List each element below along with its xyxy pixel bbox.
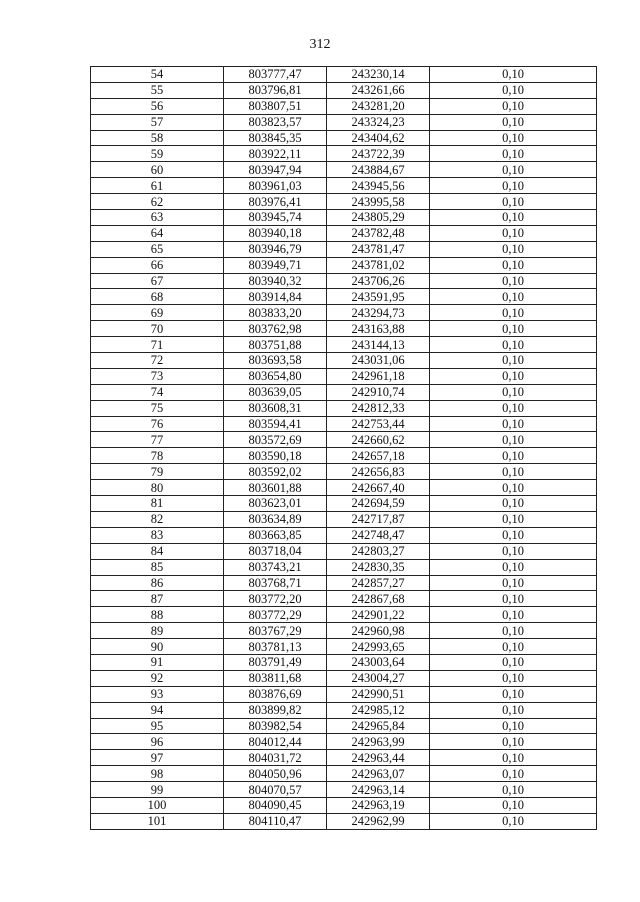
accuracy-cell: 0,10 — [430, 416, 597, 432]
table-row — [91, 591, 597, 607]
accuracy-cell: 0,10 — [430, 98, 597, 114]
table-row — [91, 337, 597, 353]
accuracy-cell: 0,10 — [430, 639, 597, 655]
point-number-cell: 87 — [91, 591, 224, 607]
x-coordinate-cell: 803781,13 — [224, 639, 327, 655]
accuracy-cell: 0,10 — [430, 718, 597, 734]
accuracy-cell: 0,10 — [430, 305, 597, 321]
accuracy-cell: 0,10 — [430, 543, 597, 559]
point-number-cell: 93 — [91, 686, 224, 702]
table-row — [91, 718, 597, 734]
x-coordinate-cell: 803845,35 — [224, 130, 327, 146]
y-coordinate-cell: 242694,59 — [327, 496, 430, 512]
point-number-cell: 71 — [91, 337, 224, 353]
y-coordinate-cell: 243324,23 — [327, 114, 430, 130]
point-number-cell: 68 — [91, 289, 224, 305]
point-number-cell: 64 — [91, 225, 224, 241]
point-number-cell: 61 — [91, 178, 224, 194]
y-coordinate-cell: 242657,18 — [327, 448, 430, 464]
accuracy-cell: 0,10 — [430, 511, 597, 527]
y-coordinate-cell: 242656,83 — [327, 464, 430, 480]
table-row — [91, 225, 597, 241]
accuracy-cell: 0,10 — [430, 813, 597, 829]
table-row — [91, 162, 597, 178]
accuracy-cell: 0,10 — [430, 480, 597, 496]
y-coordinate-cell: 243230,14 — [327, 67, 430, 83]
table-row — [91, 289, 597, 305]
table-row — [91, 305, 597, 321]
point-number-cell: 98 — [91, 766, 224, 782]
accuracy-cell: 0,10 — [430, 321, 597, 337]
accuracy-cell: 0,10 — [430, 496, 597, 512]
table-row — [91, 210, 597, 226]
table-row — [91, 273, 597, 289]
y-coordinate-cell: 242857,27 — [327, 575, 430, 591]
point-number-cell: 76 — [91, 416, 224, 432]
table-row — [91, 670, 597, 686]
table-row — [91, 559, 597, 575]
table-row — [91, 416, 597, 432]
point-number-cell: 57 — [91, 114, 224, 130]
y-coordinate-cell: 243144,13 — [327, 337, 430, 353]
accuracy-cell: 0,10 — [430, 130, 597, 146]
point-number-cell: 70 — [91, 321, 224, 337]
x-coordinate-cell: 803762,98 — [224, 321, 327, 337]
point-number-cell: 89 — [91, 623, 224, 639]
y-coordinate-cell: 242962,99 — [327, 813, 430, 829]
point-number-cell: 77 — [91, 432, 224, 448]
accuracy-cell: 0,10 — [430, 607, 597, 623]
y-coordinate-cell: 243995,58 — [327, 194, 430, 210]
point-number-cell: 72 — [91, 353, 224, 369]
point-number-cell: 91 — [91, 654, 224, 670]
y-coordinate-cell: 242963,44 — [327, 750, 430, 766]
accuracy-cell: 0,10 — [430, 559, 597, 575]
y-coordinate-cell: 243781,47 — [327, 241, 430, 257]
table-row — [91, 782, 597, 798]
y-coordinate-cell: 243031,06 — [327, 353, 430, 369]
y-coordinate-cell: 243591,95 — [327, 289, 430, 305]
accuracy-cell: 0,10 — [430, 750, 597, 766]
x-coordinate-cell: 803823,57 — [224, 114, 327, 130]
y-coordinate-cell: 242717,87 — [327, 511, 430, 527]
x-coordinate-cell: 804031,72 — [224, 750, 327, 766]
accuracy-cell: 0,10 — [430, 82, 597, 98]
point-number-cell: 88 — [91, 607, 224, 623]
accuracy-cell: 0,10 — [430, 782, 597, 798]
x-coordinate-cell: 803772,20 — [224, 591, 327, 607]
table-row — [91, 448, 597, 464]
point-number-cell: 67 — [91, 273, 224, 289]
table-row — [91, 67, 597, 83]
point-number-cell: 95 — [91, 718, 224, 734]
table-row — [91, 82, 597, 98]
point-number-cell: 74 — [91, 384, 224, 400]
x-coordinate-cell: 803945,74 — [224, 210, 327, 226]
x-coordinate-cell: 803976,41 — [224, 194, 327, 210]
y-coordinate-cell: 243261,66 — [327, 82, 430, 98]
point-number-cell: 86 — [91, 575, 224, 591]
point-number-cell: 90 — [91, 639, 224, 655]
y-coordinate-cell: 243004,27 — [327, 670, 430, 686]
point-number-cell: 78 — [91, 448, 224, 464]
point-number-cell: 54 — [91, 67, 224, 83]
y-coordinate-cell: 242803,27 — [327, 543, 430, 559]
point-number-cell: 100 — [91, 797, 224, 813]
y-coordinate-cell: 242753,44 — [327, 416, 430, 432]
table-row — [91, 130, 597, 146]
point-number-cell: 83 — [91, 527, 224, 543]
accuracy-cell: 0,10 — [430, 353, 597, 369]
table-row — [91, 511, 597, 527]
y-coordinate-cell: 243003,64 — [327, 654, 430, 670]
accuracy-cell: 0,10 — [430, 162, 597, 178]
table-row — [91, 639, 597, 655]
table-row — [91, 543, 597, 559]
point-number-cell: 58 — [91, 130, 224, 146]
accuracy-cell: 0,10 — [430, 67, 597, 83]
point-number-cell: 101 — [91, 813, 224, 829]
x-coordinate-cell: 803961,03 — [224, 178, 327, 194]
point-number-cell: 79 — [91, 464, 224, 480]
accuracy-cell: 0,10 — [430, 114, 597, 130]
accuracy-cell: 0,10 — [430, 178, 597, 194]
x-coordinate-cell: 803767,29 — [224, 623, 327, 639]
x-coordinate-cell: 803876,69 — [224, 686, 327, 702]
x-coordinate-cell: 803922,11 — [224, 146, 327, 162]
point-number-cell: 97 — [91, 750, 224, 766]
x-coordinate-cell: 803751,88 — [224, 337, 327, 353]
x-coordinate-cell: 803940,18 — [224, 225, 327, 241]
x-coordinate-cell: 804070,57 — [224, 782, 327, 798]
table-row — [91, 480, 597, 496]
y-coordinate-cell: 242965,84 — [327, 718, 430, 734]
table-row — [91, 527, 597, 543]
x-coordinate-cell: 803899,82 — [224, 702, 327, 718]
accuracy-cell: 0,10 — [430, 591, 597, 607]
point-number-cell: 62 — [91, 194, 224, 210]
x-coordinate-cell: 803718,04 — [224, 543, 327, 559]
point-number-cell: 96 — [91, 734, 224, 750]
table-row — [91, 575, 597, 591]
y-coordinate-cell: 242830,35 — [327, 559, 430, 575]
accuracy-cell: 0,10 — [430, 146, 597, 162]
table-row — [91, 178, 597, 194]
y-coordinate-cell: 242901,22 — [327, 607, 430, 623]
x-coordinate-cell: 803663,85 — [224, 527, 327, 543]
accuracy-cell: 0,10 — [430, 194, 597, 210]
y-coordinate-cell: 242963,14 — [327, 782, 430, 798]
x-coordinate-cell: 803654,80 — [224, 368, 327, 384]
table-row — [91, 813, 597, 829]
x-coordinate-cell: 803623,01 — [224, 496, 327, 512]
page-number: 312 — [309, 37, 331, 52]
y-coordinate-cell: 242961,18 — [327, 368, 430, 384]
accuracy-cell: 0,10 — [430, 400, 597, 416]
y-coordinate-cell: 243404,62 — [327, 130, 430, 146]
y-coordinate-cell: 242660,62 — [327, 432, 430, 448]
x-coordinate-cell: 803601,88 — [224, 480, 327, 496]
table-row — [91, 734, 597, 750]
point-number-cell: 55 — [91, 82, 224, 98]
x-coordinate-cell: 803693,58 — [224, 353, 327, 369]
y-coordinate-cell: 243884,67 — [327, 162, 430, 178]
coordinates-table — [90, 66, 597, 830]
y-coordinate-cell: 242963,19 — [327, 797, 430, 813]
x-coordinate-cell: 804110,47 — [224, 813, 327, 829]
table-row — [91, 464, 597, 480]
y-coordinate-cell: 243281,20 — [327, 98, 430, 114]
table-row — [91, 368, 597, 384]
x-coordinate-cell: 803572,69 — [224, 432, 327, 448]
table-row — [91, 241, 597, 257]
y-coordinate-cell: 243722,39 — [327, 146, 430, 162]
accuracy-cell: 0,10 — [430, 702, 597, 718]
table-row — [91, 353, 597, 369]
y-coordinate-cell: 243706,26 — [327, 273, 430, 289]
y-coordinate-cell: 243781,02 — [327, 257, 430, 273]
accuracy-cell: 0,10 — [430, 241, 597, 257]
accuracy-cell: 0,10 — [430, 623, 597, 639]
x-coordinate-cell: 803982,54 — [224, 718, 327, 734]
accuracy-cell: 0,10 — [430, 734, 597, 750]
x-coordinate-cell: 803947,94 — [224, 162, 327, 178]
table-row — [91, 496, 597, 512]
table-row — [91, 766, 597, 782]
accuracy-cell: 0,10 — [430, 670, 597, 686]
accuracy-cell: 0,10 — [430, 654, 597, 670]
y-coordinate-cell: 243163,88 — [327, 321, 430, 337]
table-row — [91, 686, 597, 702]
point-number-cell: 94 — [91, 702, 224, 718]
x-coordinate-cell: 803914,84 — [224, 289, 327, 305]
point-number-cell: 75 — [91, 400, 224, 416]
point-number-cell: 60 — [91, 162, 224, 178]
accuracy-cell: 0,10 — [430, 384, 597, 400]
accuracy-cell: 0,10 — [430, 464, 597, 480]
accuracy-cell: 0,10 — [430, 210, 597, 226]
y-coordinate-cell: 242960,98 — [327, 623, 430, 639]
table-row — [91, 98, 597, 114]
accuracy-cell: 0,10 — [430, 797, 597, 813]
accuracy-cell: 0,10 — [430, 289, 597, 305]
y-coordinate-cell: 242748,47 — [327, 527, 430, 543]
x-coordinate-cell: 803807,51 — [224, 98, 327, 114]
x-coordinate-cell: 803811,68 — [224, 670, 327, 686]
x-coordinate-cell: 803608,31 — [224, 400, 327, 416]
point-number-cell: 69 — [91, 305, 224, 321]
x-coordinate-cell: 803791,49 — [224, 654, 327, 670]
table-row — [91, 384, 597, 400]
table-row — [91, 114, 597, 130]
table-row — [91, 654, 597, 670]
y-coordinate-cell: 242667,40 — [327, 480, 430, 496]
point-number-cell: 92 — [91, 670, 224, 686]
x-coordinate-cell: 803592,02 — [224, 464, 327, 480]
x-coordinate-cell: 803634,89 — [224, 511, 327, 527]
point-number-cell: 59 — [91, 146, 224, 162]
table-row — [91, 194, 597, 210]
accuracy-cell: 0,10 — [430, 575, 597, 591]
x-coordinate-cell: 803772,29 — [224, 607, 327, 623]
y-coordinate-cell: 242963,99 — [327, 734, 430, 750]
accuracy-cell: 0,10 — [430, 766, 597, 782]
x-coordinate-cell: 803777,47 — [224, 67, 327, 83]
point-number-cell: 85 — [91, 559, 224, 575]
x-coordinate-cell: 803940,32 — [224, 273, 327, 289]
point-number-cell: 82 — [91, 511, 224, 527]
x-coordinate-cell: 803946,79 — [224, 241, 327, 257]
table-row — [91, 321, 597, 337]
table-row — [91, 702, 597, 718]
table-row — [91, 623, 597, 639]
x-coordinate-cell: 803639,05 — [224, 384, 327, 400]
accuracy-cell: 0,10 — [430, 257, 597, 273]
x-coordinate-cell: 803743,21 — [224, 559, 327, 575]
point-number-cell: 80 — [91, 480, 224, 496]
table-row — [91, 146, 597, 162]
point-number-cell: 84 — [91, 543, 224, 559]
point-number-cell: 66 — [91, 257, 224, 273]
table-row — [91, 607, 597, 623]
x-coordinate-cell: 803768,71 — [224, 575, 327, 591]
y-coordinate-cell: 242812,33 — [327, 400, 430, 416]
y-coordinate-cell: 243782,48 — [327, 225, 430, 241]
y-coordinate-cell: 242990,51 — [327, 686, 430, 702]
table-row — [91, 750, 597, 766]
table-row — [91, 797, 597, 813]
point-number-cell: 81 — [91, 496, 224, 512]
accuracy-cell: 0,10 — [430, 368, 597, 384]
y-coordinate-cell: 242985,12 — [327, 702, 430, 718]
point-number-cell: 99 — [91, 782, 224, 798]
table-row — [91, 432, 597, 448]
accuracy-cell: 0,10 — [430, 527, 597, 543]
y-coordinate-cell: 242910,74 — [327, 384, 430, 400]
y-coordinate-cell: 243805,29 — [327, 210, 430, 226]
accuracy-cell: 0,10 — [430, 273, 597, 289]
x-coordinate-cell: 803594,41 — [224, 416, 327, 432]
accuracy-cell: 0,10 — [430, 225, 597, 241]
point-number-cell: 73 — [91, 368, 224, 384]
x-coordinate-cell: 803590,18 — [224, 448, 327, 464]
x-coordinate-cell: 803949,71 — [224, 257, 327, 273]
accuracy-cell: 0,10 — [430, 448, 597, 464]
x-coordinate-cell: 803796,81 — [224, 82, 327, 98]
point-number-cell: 63 — [91, 210, 224, 226]
y-coordinate-cell: 243945,56 — [327, 178, 430, 194]
y-coordinate-cell: 242963,07 — [327, 766, 430, 782]
point-number-cell: 56 — [91, 98, 224, 114]
x-coordinate-cell: 804050,96 — [224, 766, 327, 782]
table-row — [91, 400, 597, 416]
y-coordinate-cell: 242993,65 — [327, 639, 430, 655]
table-row — [91, 257, 597, 273]
x-coordinate-cell: 803833,20 — [224, 305, 327, 321]
x-coordinate-cell: 804090,45 — [224, 797, 327, 813]
accuracy-cell: 0,10 — [430, 686, 597, 702]
y-coordinate-cell: 242867,68 — [327, 591, 430, 607]
accuracy-cell: 0,10 — [430, 432, 597, 448]
y-coordinate-cell: 243294,73 — [327, 305, 430, 321]
accuracy-cell: 0,10 — [430, 337, 597, 353]
x-coordinate-cell: 804012,44 — [224, 734, 327, 750]
point-number-cell: 65 — [91, 241, 224, 257]
